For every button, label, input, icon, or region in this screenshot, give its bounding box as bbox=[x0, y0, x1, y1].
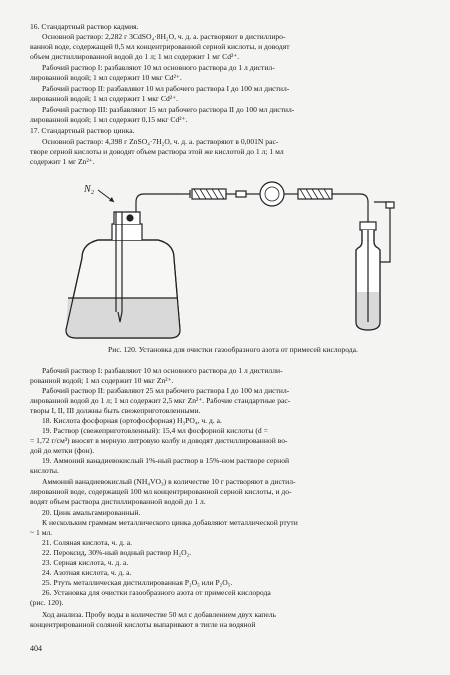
heading-cadmium: 16. Стандартный раствор кадмия. bbox=[30, 22, 139, 31]
absorption-vessel bbox=[356, 202, 394, 330]
text-line: 25. Ртуть металлическая дистиллированная P₂O₅ или P₂O₅. bbox=[42, 578, 233, 587]
text-line: кислоты. bbox=[30, 466, 59, 475]
text-line: 19. Раствор (свежеприготовленный): 15,4 мл фосфорной кислоты (d = bbox=[42, 426, 268, 435]
text-line: Рабочий раствор I: разбавляют 10 мл основного раствора до 1 л дистил- bbox=[42, 63, 275, 72]
text-line: 18. Кислота фосфорная (ортофосфорная) H₃PO₄, ч. д. а. bbox=[42, 416, 222, 425]
text-line: Рабочий раствор III: разбавляют 15 мл рабочего раствора II до 100 мл дистил- bbox=[42, 105, 295, 114]
text-line: лированной водой; 1 мл содержит 1 мкг Cd²⁺. bbox=[30, 94, 178, 103]
text-line: лированной водой; 1 мл содержит 10 мкг Cd²⁺. bbox=[30, 73, 182, 82]
text-line: дой до метки (фон). bbox=[30, 446, 95, 455]
text-line: 26. Установка для очистки газообразного азота от примесей кислорода bbox=[42, 588, 271, 597]
text-line: Основной раствор: 2,282 г 3CdSO₄·8H₂O, ч. д. а. растворяют в дистиллиро- bbox=[42, 32, 286, 41]
text-line: лированной водой до 1 л; 1 мл содержит 2,5 мкг Zn²⁺. Рабочие стандартные рас- bbox=[30, 396, 291, 405]
apparatus-figure bbox=[30, 172, 440, 342]
page-number: 404 bbox=[30, 644, 42, 653]
text-line: творе серной кислоты и доводят объем раствора этой же кислотой до 1 л; 1 мл bbox=[30, 147, 284, 156]
tube-connections bbox=[180, 182, 368, 222]
text-line: 21. Соляная кислота, ч. д. а. bbox=[42, 538, 132, 547]
text-line: лированной воде, содержащей 100 мл концентрированной серной кислоты, и до- bbox=[30, 487, 292, 496]
heading-zinc: 17. Стандартный раствор цинка. bbox=[30, 126, 135, 135]
text-line: водят объем раствора дистиллированной водой до 1 л. bbox=[30, 497, 206, 506]
text-line: творы I, II, III должны быть свежеприготовленными. bbox=[30, 406, 201, 415]
text-line: = 1,72 г/см³) вносят в мерную литровую колбу и доводят дистиллированной во- bbox=[30, 436, 288, 445]
text-line: концентрированной соляной кислоты выпаривают в тигле на водяной bbox=[30, 620, 256, 629]
text-line: К нескольким граммам металлического цинка добавляют металлической ртути bbox=[42, 518, 298, 527]
gas-washing-bottle bbox=[66, 194, 180, 338]
text-line: Рабочий раствор I: разбавляют 10 мл основного раствора до 1 л дистилли- bbox=[42, 366, 283, 375]
n2-label: N₂ bbox=[84, 184, 95, 195]
text-line: Рабочий раствор II: разбавляют 25 мл рабочего раствора I до 100 мл дистил- bbox=[42, 386, 290, 395]
text-line: ~ 1 мл. bbox=[30, 528, 53, 537]
figure-caption: Рис. 120. Установка для очистки газообразного азота от примесей кислорода. bbox=[108, 345, 358, 354]
text-line: Основной раствор: 4,398 г ZnSO₄·7H₂O, ч. д. а. растворяют в 0,001N рас- bbox=[42, 137, 279, 146]
text-line: 22. Пероксид, 30%-ный водный раствор H₂O₂. bbox=[42, 548, 192, 557]
text-line: 23. Серная кислота, ч. д. а. bbox=[42, 558, 129, 567]
text-line: 24. Азотная кислота, ч. д. а. bbox=[42, 568, 132, 577]
text-line: содержит 1 мг Zn²⁺. bbox=[30, 157, 95, 166]
text-line: объем дистиллированной водой до 1 л; 1 мл содержит 1 мг Cd²⁺. bbox=[30, 52, 240, 61]
text-line: 20. Цинк амальгамированный. bbox=[42, 508, 141, 517]
text-line: лированной водой; 1 мл содержит 0,15 мкг Cd²⁺. bbox=[30, 115, 188, 124]
text-line: ванной воде, содержащей 0,5 мл концентрированной серной кислоты, и доводят bbox=[30, 42, 290, 51]
text-line: Ход анализа. Пробу воды в количестве 50 мл с добавлением двух капель bbox=[42, 610, 276, 619]
text-line: рованной водой; 1 мл содержит 10 мкг Zn²⁺. bbox=[30, 376, 174, 385]
gas-inlet-arrow bbox=[83, 184, 114, 202]
text-line: 19. Аммоний ванадиевокислый 1%-ный раствор в 15%-ном растворе серной bbox=[42, 456, 290, 465]
text-line: (рис. 120). bbox=[30, 598, 64, 607]
text-line: Аммоний ванадиевокислый (NH₄VO₃) в количестве 10 г растворяют в дистил- bbox=[42, 477, 296, 486]
text-line: Рабочий раствор II: разбавляют 10 мл рабочего раствора I до 100 мл дистил- bbox=[42, 84, 290, 93]
